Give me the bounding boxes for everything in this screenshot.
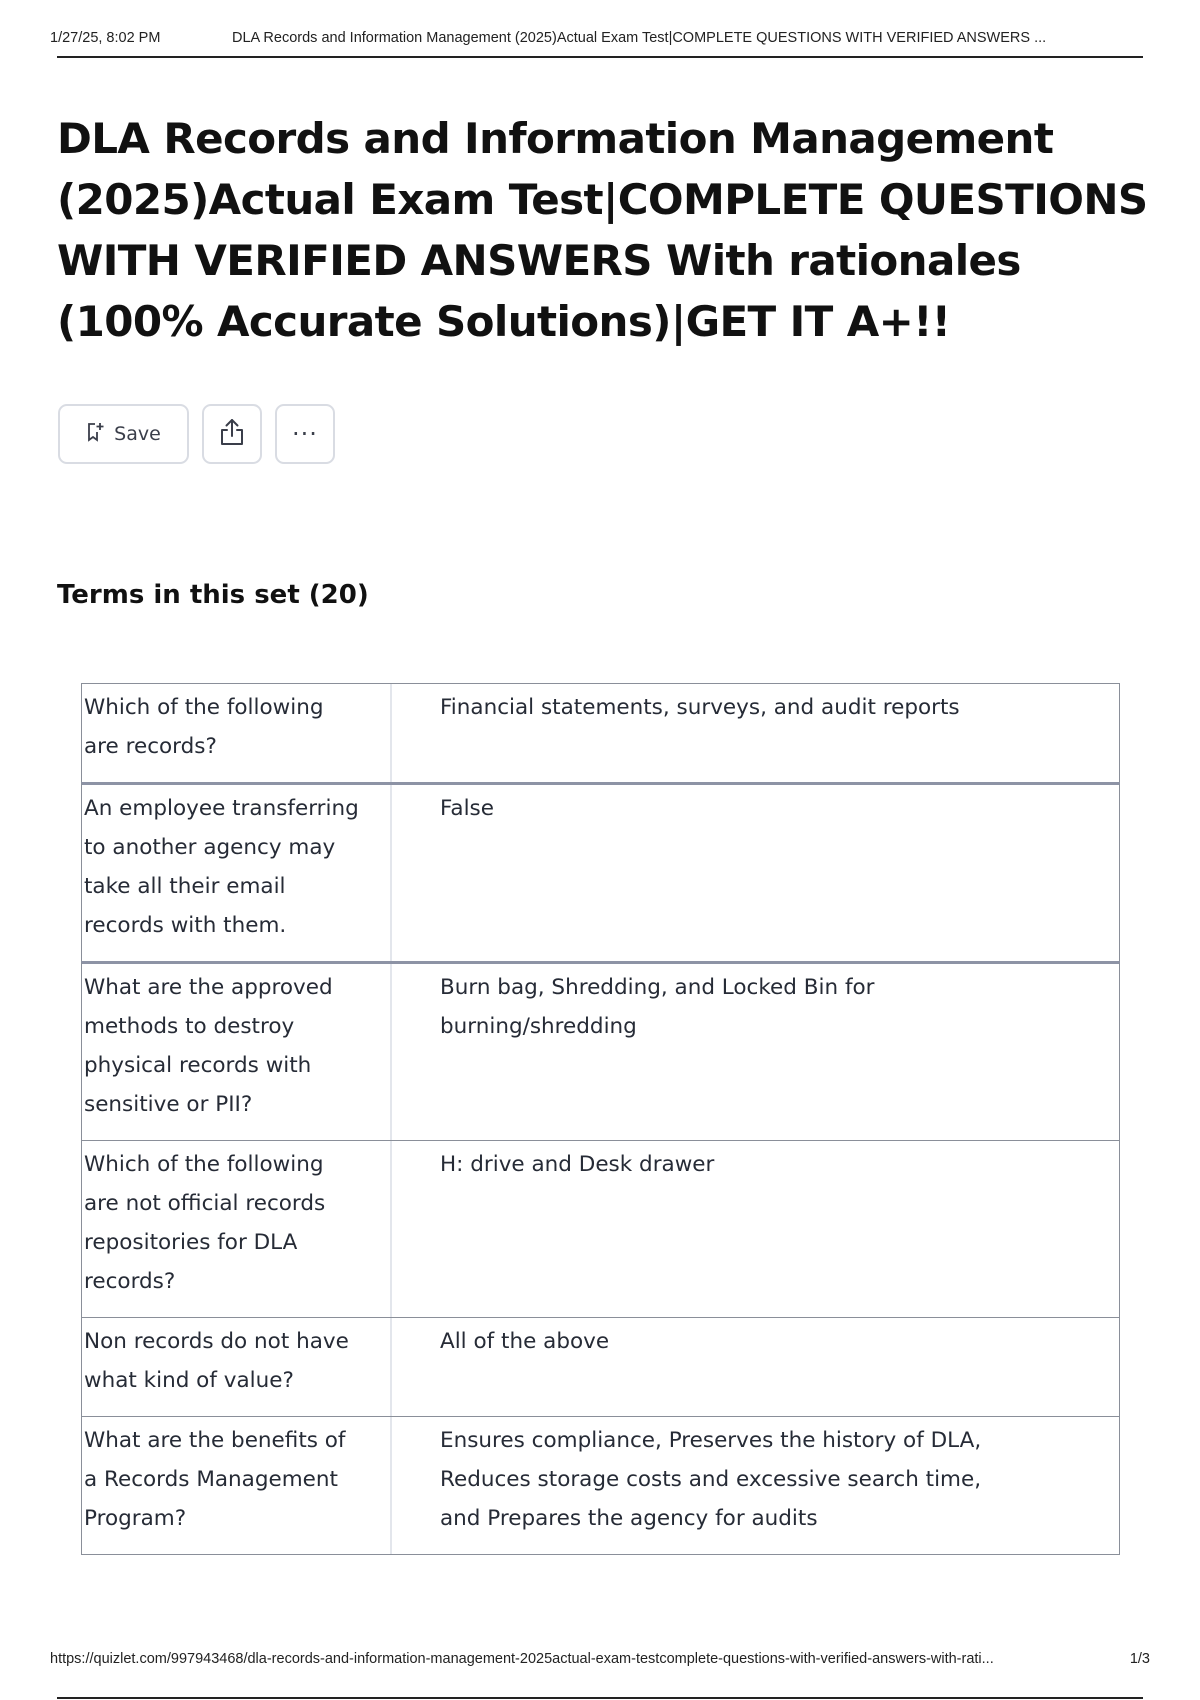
definition-line: H: drive and Desk drawer: [440, 1152, 715, 1177]
save-button-label: Save: [114, 423, 161, 445]
print-title: DLA Records and Information Management (2025)Actual Exam Test|COMPLETE QUESTIONS WITH VERIFIED ANSWERS ...: [232, 30, 1047, 46]
share-button[interactable]: [202, 404, 262, 464]
term-cell: [82, 964, 392, 1140]
definition-line: False: [440, 796, 494, 821]
definition-cell: [392, 1318, 1119, 1416]
term-cell: [82, 785, 392, 961]
terms-table: [81, 683, 1120, 1555]
page-title-line: DLA Records and Information Management: [57, 114, 1054, 163]
print-header: [50, 30, 1142, 46]
print-footer: [50, 1651, 1150, 1667]
page-title-line: (2025)Actual Exam Test|COMPLETE QUESTIONS: [57, 175, 1148, 224]
term-row: [81, 683, 1120, 782]
page-number: 1/3: [1129, 1651, 1150, 1667]
footer-divider: [57, 1697, 1143, 1699]
definition-cell: [392, 1417, 1119, 1554]
action-bar: [58, 404, 335, 464]
term-line: to another agency may: [84, 835, 336, 860]
term-row: [81, 1416, 1120, 1555]
header-divider: [57, 56, 1143, 58]
term-line: methods to destroy: [84, 1014, 295, 1039]
term-line: Non records do not have: [84, 1329, 349, 1354]
definition-line: Financial statements, surveys, and audit reports: [440, 695, 960, 720]
term-line: are not official records: [84, 1191, 326, 1216]
term-line: repositories for DLA: [84, 1230, 298, 1255]
more-options-button[interactable]: [275, 404, 335, 464]
definition-line: Ensures compliance, Preserves the history of DLA,: [440, 1428, 982, 1453]
term-line: sensitive or PII?: [84, 1092, 253, 1117]
print-url[interactable]: https://quizlet.com/997943468/dla-records-and-information-management-2025actual-exam-testcomplete-questions-with-verified-answers-with-rati...: [50, 1651, 994, 1667]
definition-line: and Prepares the agency for audits: [440, 1506, 818, 1531]
term-line: What are the benefits of: [84, 1428, 346, 1453]
term-line: take all their email: [84, 874, 286, 899]
term-row: [81, 961, 1120, 1140]
term-line: What are the approved: [84, 975, 333, 1000]
page-title: [57, 108, 1157, 352]
term-cell: [82, 684, 392, 782]
page-title-line: (100% Accurate Solutions)|GET IT A+!!: [57, 297, 951, 346]
page-title-line: WITH VERIFIED ANSWERS With rationales: [57, 236, 1021, 285]
save-button[interactable]: [58, 404, 189, 464]
definition-line: All of the above: [440, 1329, 610, 1354]
term-row: [81, 1317, 1120, 1416]
term-line: Which of the following: [84, 695, 324, 720]
term-row: [81, 1140, 1120, 1317]
print-datetime: 1/27/25, 8:02 PM: [50, 30, 161, 46]
term-line: Which of the following: [84, 1152, 324, 1177]
definition-cell: [392, 684, 1119, 782]
definition-cell: [392, 1141, 1119, 1317]
term-cell: [82, 1417, 392, 1554]
definition-line: burning/shredding: [440, 1014, 637, 1039]
term-line: records with them.: [84, 913, 287, 938]
term-cell: [82, 1318, 392, 1416]
definition-cell: [392, 785, 1119, 961]
ellipsis-icon: ···: [292, 420, 318, 448]
share-icon: [218, 417, 246, 452]
term-line: Program?: [84, 1506, 187, 1531]
term-line: what kind of value?: [84, 1368, 294, 1393]
term-line: a Records Management: [84, 1467, 338, 1492]
term-cell: [82, 1141, 392, 1317]
definition-line: Reduces storage costs and excessive search time,: [440, 1467, 982, 1492]
definition-cell: [392, 964, 1119, 1140]
definition-line: Burn bag, Shredding, and Locked Bin for: [440, 975, 875, 1000]
term-line: physical records with: [84, 1053, 312, 1078]
term-line: are records?: [84, 734, 217, 759]
term-line: records?: [84, 1269, 176, 1294]
term-row: [81, 782, 1120, 961]
terms-heading: Terms in this set (20): [57, 580, 369, 610]
term-line: An employee transferring: [84, 796, 359, 821]
bookmark-add-icon: [86, 422, 104, 447]
